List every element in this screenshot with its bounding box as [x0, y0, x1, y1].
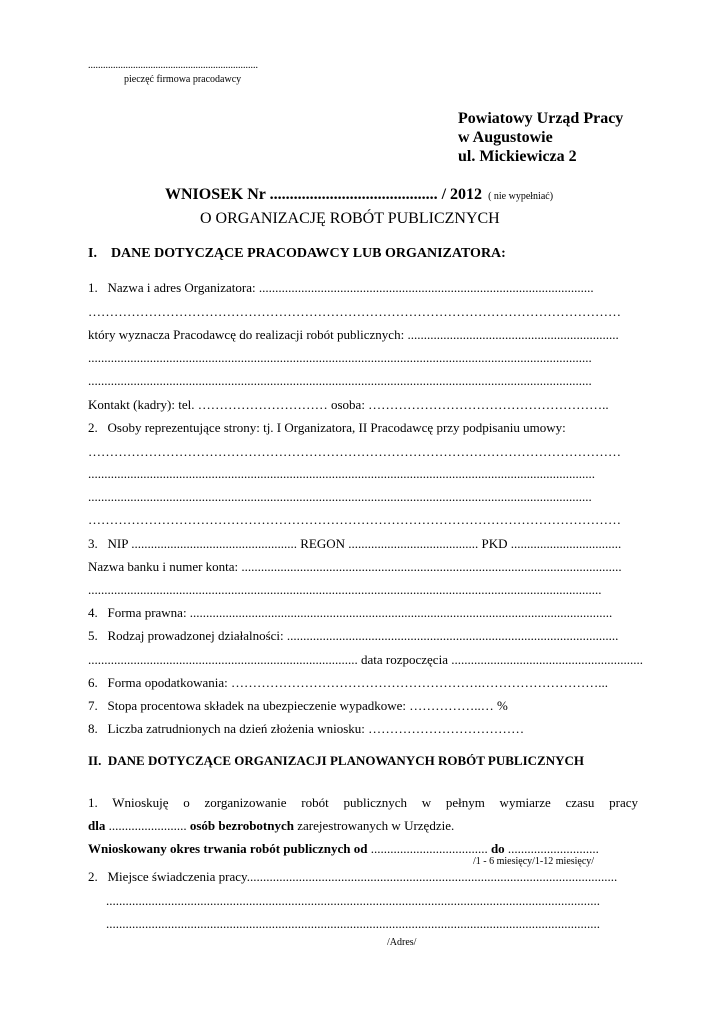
period-from-field[interactable]: .................................... — [367, 841, 491, 856]
representatives-line-4[interactable]: …………………………………………………………………………………………………………… — [88, 512, 621, 527]
contact-field[interactable]: Kontakt (kadry): tel. ………………………… osoba: ……………………………………………….. — [88, 397, 609, 412]
org-name-field[interactable]: 1. Nazwa i adres Organizatora: ....................................................................................................... — [88, 280, 594, 295]
bank-account-field[interactable]: Nazwa banku i numer konta: ..................................................................................................................... — [88, 559, 622, 574]
section-2-item-2-line-3[interactable]: ........................................................................................................................................................ — [106, 916, 600, 931]
period-to-label: do — [490, 841, 505, 856]
period-to-field[interactable]: ............................ — [504, 841, 599, 856]
nip-regon-pkd-field[interactable]: 3. NIP ................................................... REGON ........................................ PKD .................................. — [88, 536, 622, 551]
employer-line-2[interactable]: ........................................................................................................................................................... — [88, 350, 592, 365]
address-line-1: Powiatowy Urząd Pracy — [458, 110, 624, 127]
accident-rate-field[interactable]: 7. Stopa procentowa składek na ubezpieczenie wypadkowe: ……………..… % — [88, 698, 508, 713]
form-subtitle: O ORGANIZACJĘ ROBÓT PUBLICZNYCH — [200, 210, 500, 227]
period-label: Wnioskowany okres trwania robót publicznych od — [88, 841, 368, 856]
stamp-dotted-line: .................................................................... — [88, 60, 258, 71]
unemployed-label: osób bezrobotnych — [189, 818, 294, 833]
section-2-item-1-line-2 — [88, 818, 454, 834]
form-title — [165, 186, 553, 204]
taxation-form-field[interactable]: 6. Forma opodatkowania: ………………………………………………….………………………... — [88, 675, 608, 690]
representatives-line-3[interactable]: ........................................................................................................................................................... — [88, 489, 592, 504]
section-1-heading: I. DANE DOTYCZĄCE PRACODAWCY LUB ORGANIZATORA: — [88, 246, 506, 261]
address-caption: /Adres/ — [387, 937, 417, 948]
legal-form-field[interactable]: 4. Forma prawna: .................................................................................................................................. — [88, 605, 613, 620]
persons-count-field[interactable]: ........................ — [105, 818, 190, 833]
address-line-3: ul. Mickiewicza 2 — [458, 148, 577, 165]
form-title-note: ( nie wypełniać) — [488, 191, 554, 202]
bank-account-line-2[interactable]: .............................................................................................................................................................. — [88, 582, 602, 597]
representatives-label: 2. Osoby reprezentujące strony: tj. I Organizatora, II Pracodawcę przy podpisaniu umowy: — [88, 420, 566, 435]
business-type-field[interactable]: 5. Rodzaj prowadzonej działalności: ...................................................................................................... — [88, 628, 619, 643]
stamp-label: pieczęć firmowa pracodawcy — [124, 74, 242, 85]
employees-count-field[interactable]: 8. Liczba zatrudnionych na dzień złożenia wniosku: ……………………………… — [88, 721, 525, 736]
employer-line-3[interactable]: ........................................................................................................................................................... — [88, 373, 592, 388]
registered-text: zarejestrowanych w Urzędzie. — [293, 818, 455, 833]
org-name-line-2[interactable]: …………………………………………………………………………………………………………… — [88, 304, 621, 319]
section-2-heading: II. DANE DOTYCZĄCE ORGANIZACJI PLANOWANYCH ROBÓT PUBLICZNYCH — [88, 753, 584, 768]
start-date-field[interactable]: ................................................................................... data rozpoczęcia ........................................................... — [88, 652, 643, 667]
section-2-item-2-line-2[interactable]: ........................................................................................................................................................ — [106, 893, 600, 908]
period-line — [88, 841, 599, 857]
section-2-item-1-line-1: 1. Wnioskuję o zorganizowanie robót publicznych w pełnym wymiarze czasu pracy — [88, 795, 638, 810]
representatives-line-2[interactable]: ............................................................................................................................................................ — [88, 466, 595, 481]
section-2-item-2: 2. Miejsce świadczenia pracy.................................................................................................................. — [88, 869, 618, 884]
period-note: /1 - 6 miesięcy/1-12 miesięcy/ — [473, 856, 595, 867]
form-title-number: WNIOSEK Nr .......................................... / 2012 — [165, 186, 483, 203]
address-line-2: w Augustowie — [458, 129, 553, 146]
dla-label: dla — [88, 818, 106, 833]
employer-field[interactable]: który wyznacza Pracodawcę do realizacji robót publicznych: ................................................................. — [88, 327, 619, 342]
representatives-line-1[interactable]: …………………………………………………………………………………………………………… — [88, 444, 621, 459]
